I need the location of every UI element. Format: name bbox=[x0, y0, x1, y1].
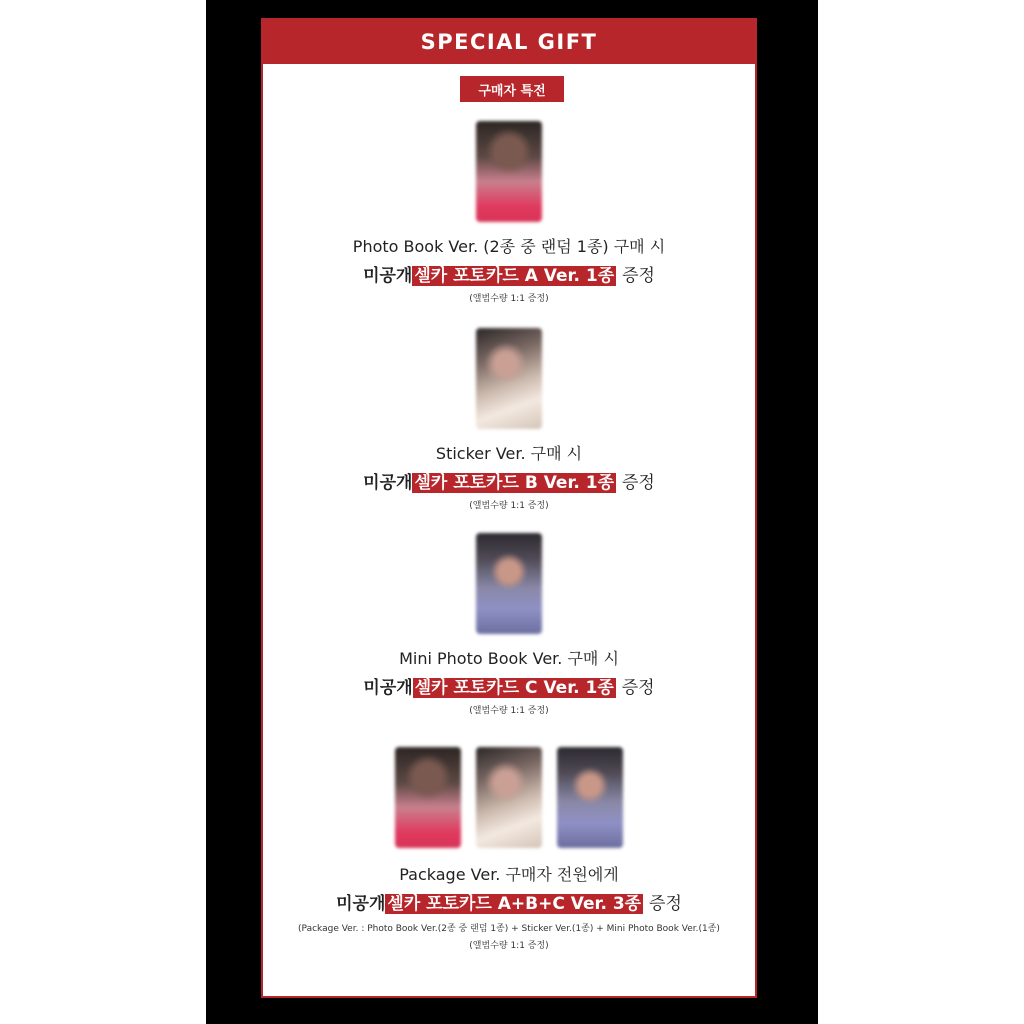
gift-description bbox=[263, 265, 755, 287]
gift-section-b bbox=[263, 328, 755, 512]
gift-section-a bbox=[263, 121, 755, 305]
gift-description bbox=[263, 472, 755, 494]
gift-suffix: 증정 bbox=[649, 894, 682, 914]
quantity-note: (앨범수량 1:1 증정) bbox=[469, 501, 549, 511]
gift-suffix: 증정 bbox=[621, 473, 655, 493]
photocard-a-image bbox=[395, 747, 461, 848]
purchase-condition: Mini Photo Book Ver. 구매 시 bbox=[399, 649, 619, 668]
card-header-title: SPECIAL GIFT bbox=[263, 20, 755, 64]
package-detail-note: (Package Ver. : Photo Book Ver.(2종 중 랜덤 1종) + Sticker Ver.(1종) + Mini Photo Book Ver.(1종) bbox=[298, 924, 720, 934]
gift-prefix: 미공개 bbox=[336, 894, 386, 914]
purchase-condition: Photo Book Ver. (2종 중 랜덤 1종) 구매 시 bbox=[352, 237, 666, 256]
quantity-note: (앨범수량 1:1 증정) bbox=[469, 941, 549, 951]
quantity-note: (앨범수량 1:1 증정) bbox=[469, 294, 549, 304]
gift-highlight: 셀카 포토카드 C Ver. 1종 bbox=[414, 678, 614, 698]
gift-highlight: 셀카 포토카드 A+B+C Ver. 3종 bbox=[387, 894, 642, 914]
gift-section-c bbox=[263, 533, 755, 717]
photocard-c-image bbox=[557, 747, 623, 848]
gift-suffix: 증정 bbox=[622, 266, 655, 286]
gift-description bbox=[263, 893, 755, 915]
gift-description bbox=[263, 677, 755, 699]
gift-highlight: 셀카 포토카드 A Ver. 1종 bbox=[414, 266, 615, 286]
gift-prefix: 미공개 bbox=[363, 266, 413, 286]
purchase-condition: Package Ver. 구매자 전원에게 bbox=[399, 865, 619, 884]
gift-highlight: 셀카 포토카드 B Ver. 1종 bbox=[414, 473, 615, 493]
photocard-a-image bbox=[476, 121, 542, 222]
photocard-c-image bbox=[476, 533, 542, 634]
special-gift-card bbox=[261, 18, 757, 998]
gift-prefix: 미공개 bbox=[363, 473, 413, 493]
photocard-b-image bbox=[476, 747, 542, 848]
gift-prefix: 미공개 bbox=[363, 678, 413, 698]
gift-section-package bbox=[263, 747, 755, 952]
gift-suffix: 증정 bbox=[621, 678, 655, 698]
buyer-benefit-badge: 구매자 특전 bbox=[460, 76, 564, 102]
purchase-condition: Sticker Ver. 구매 시 bbox=[435, 444, 583, 463]
photocard-b-image bbox=[476, 328, 542, 429]
quantity-note: (앨범수량 1:1 증정) bbox=[469, 706, 549, 716]
